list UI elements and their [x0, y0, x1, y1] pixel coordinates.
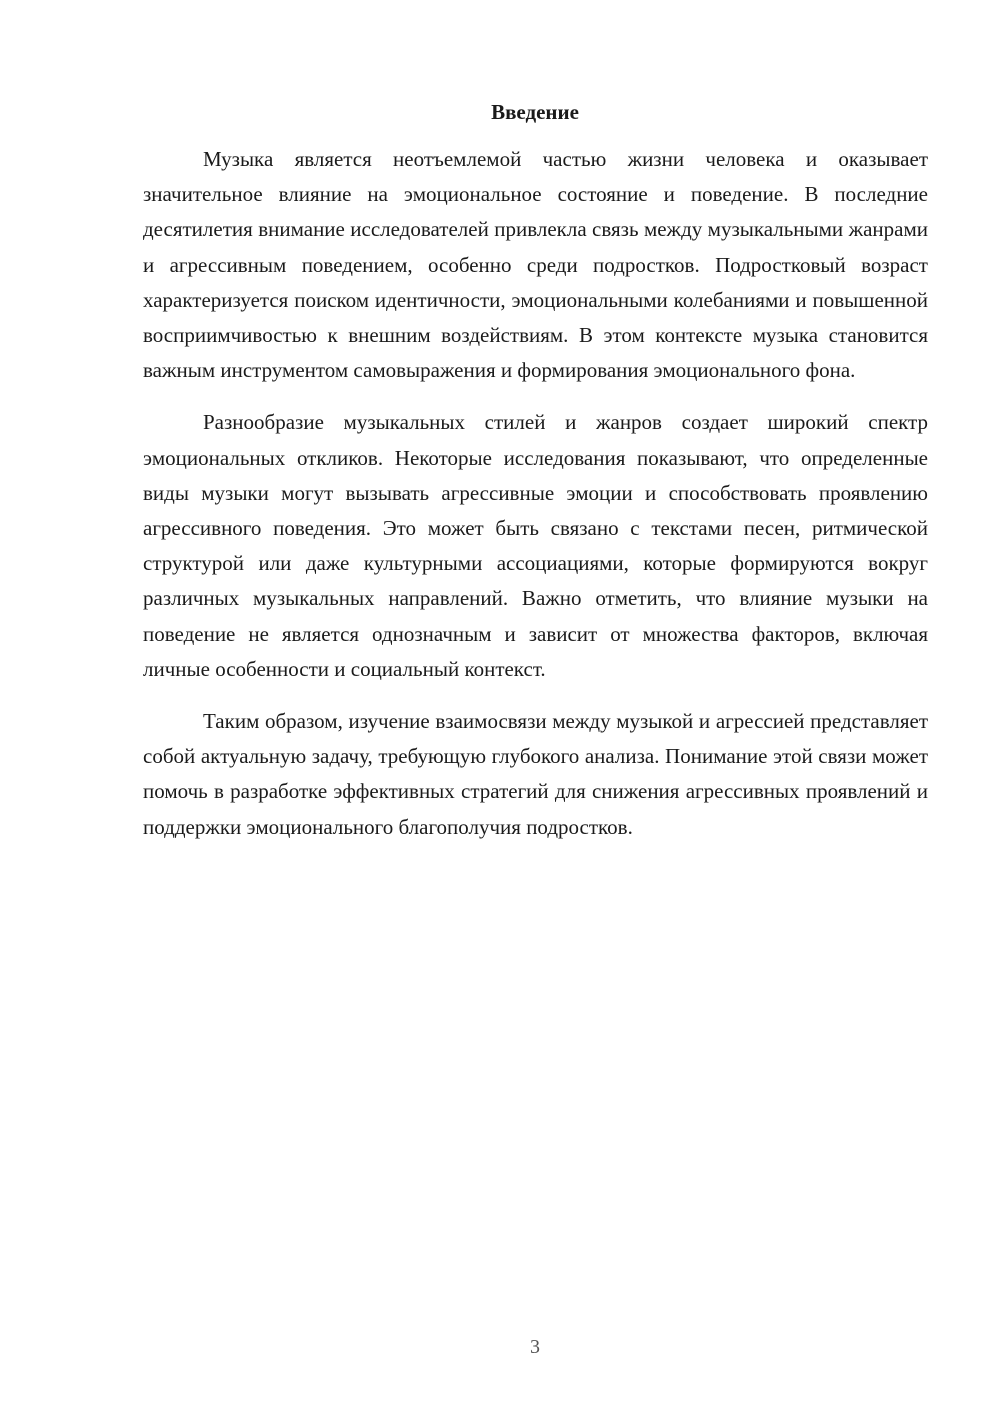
page-number: 3 — [530, 1336, 540, 1358]
paragraph-2: Разнообразие музыкальных стилей и жанров создает широкий спектр эмоциональных откликов. Некоторые исследования показывают, что определенные виды музыки могут вызывать агрессивные эмоции и способствовать проявлению агрессивного поведения. Это может быть связано с текстами песен, ритмической структурой или даже культурными ассоциациями, которые формируются вокруг различных музыкальных направлений. Важно отметить, что влияние музыки на поведение не является однозначным и зависит от множества факторов, включая личные особенности и социальный контекст. — [143, 410, 928, 681]
paragraph-3: Таким образом, изучение взаимосвязи между музыкой и агрессией представляет собой актуальную задачу, требующую глубокого анализа. Понимание этой связи может помочь в разработке эффективных стратегий для снижения агрессивных проявлений и поддержки эмоционального благополучия подростков. — [143, 709, 928, 839]
body-text — [143, 142, 928, 862]
paragraph-1: Музыка является неотъемлемой частью жизни человека и оказывает значительное влияние на эмоциональное состояние и поведение. В последние десятилетия внимание исследователей привлекла связь между музыкальными жанрами и агрессивным поведением, особенно среди подростков. Подростковый возраст характеризуется поиском идентичности, эмоциональными колебаниями и повышенной восприимчивостью к внешним воздействиям. В этом контексте музыка становится важным инструментом самовыражения и формирования эмоционального фона. — [143, 147, 928, 383]
section-heading: Введение — [491, 100, 579, 124]
